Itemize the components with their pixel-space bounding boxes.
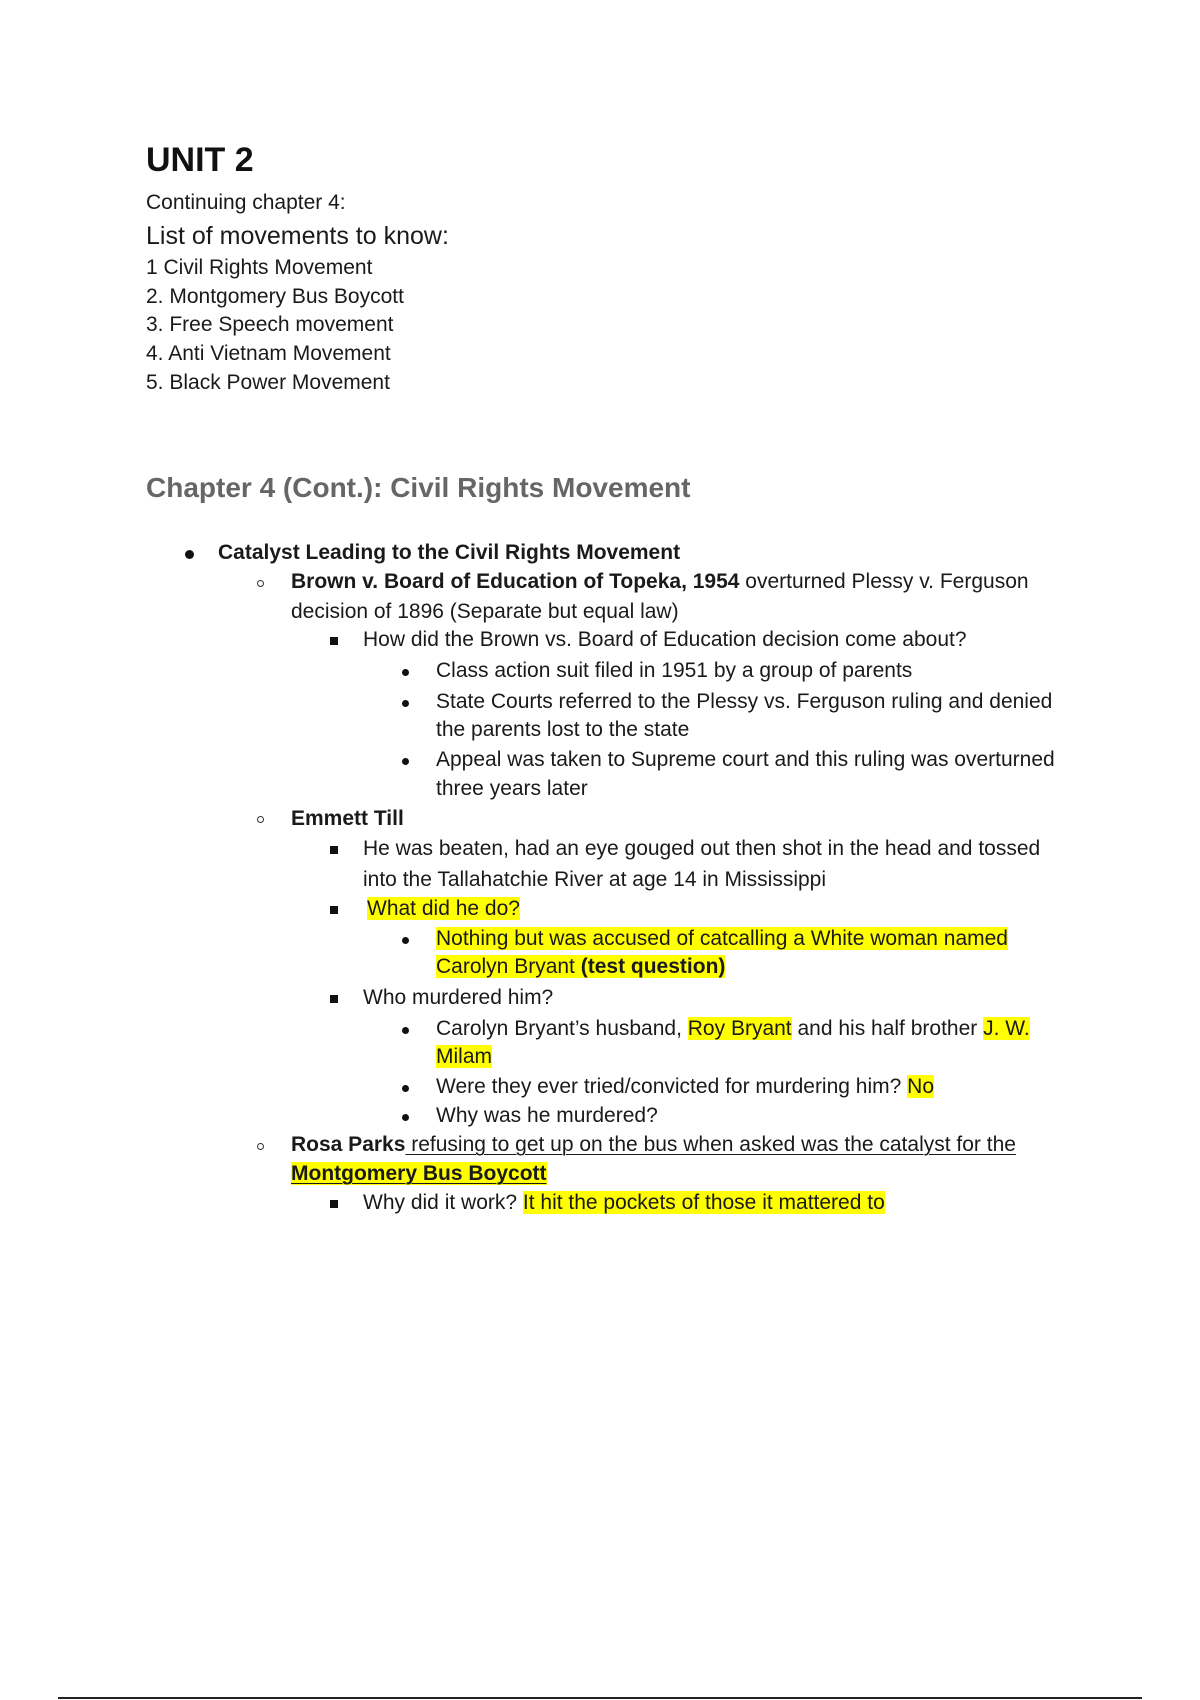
till-answer-2 <box>436 955 725 979</box>
disc-bullet-icon <box>402 937 409 944</box>
circle-bullet-icon <box>257 580 264 587</box>
circle-bullet-icon <box>257 816 264 823</box>
movement-item: 2. Montgomery Bus Boycott <box>146 285 404 308</box>
disc-bullet-icon <box>402 758 409 765</box>
till-question-tried <box>436 1075 934 1099</box>
square-bullet-icon <box>330 1200 338 1208</box>
till-answer-1 <box>436 927 1008 951</box>
disc-bullet-icon <box>402 700 409 707</box>
parks-line-2 <box>291 1162 547 1186</box>
brown-point-2b: the parents lost to the state <box>436 718 690 741</box>
brown-point-3a: Appeal was taken to Supreme court and this ruling was overturned <box>436 748 1055 771</box>
page-title: UNIT 2 <box>146 141 254 179</box>
disc-bullet-icon <box>402 1085 409 1092</box>
disc-bullet-icon <box>402 669 409 676</box>
highlighted-text: Nothing but was accused of catcalling a White woman named <box>436 927 1008 950</box>
subtitle: Continuing chapter 4: <box>146 191 346 214</box>
brown-question: How did the Brown vs. Board of Education decision come about? <box>363 628 967 651</box>
tried-question-text: Were they ever tried/convicted for murdering him? <box>436 1075 902 1098</box>
brown-line-1 <box>291 570 1029 594</box>
square-bullet-icon <box>330 637 338 645</box>
work-question-text: Why did it work? <box>363 1191 518 1214</box>
disc-bullet-icon <box>402 1114 409 1121</box>
parks-question <box>363 1191 885 1215</box>
highlighted-text: J. W. <box>983 1017 1030 1040</box>
movement-item: 4. Anti Vietnam Movement <box>146 342 391 365</box>
catalyst-heading: Catalyst Leading to the Civil Rights Movement <box>218 541 681 564</box>
parks-name: Rosa Parks <box>291 1133 406 1156</box>
who-prefix: Carolyn Bryant’s husband, <box>436 1017 688 1040</box>
brown-point-3b: three years later <box>436 777 588 800</box>
till-question-who: Who murdered him? <box>363 986 554 1009</box>
disc-bullet-icon <box>185 550 194 559</box>
highlighted-text: Roy Bryant <box>687 1017 792 1040</box>
till-who-line-2 <box>436 1045 492 1069</box>
chapter-heading: Chapter 4 (Cont.): Civil Rights Movement <box>146 472 691 503</box>
disc-bullet-icon <box>402 1027 409 1034</box>
highlighted-text: Montgomery Bus Boycott <box>291 1162 547 1185</box>
parks-rest: refusing to get up on the bus when asked was the catalyst for the <box>405 1133 1016 1156</box>
circle-bullet-icon <box>257 1143 264 1150</box>
highlighted-text: What did he do? <box>367 897 520 920</box>
square-bullet-icon <box>330 995 338 1003</box>
brown-point-1: Class action suit filed in 1951 by a group of parents <box>436 659 913 682</box>
till-fact-2: into the Tallahatchie River at age 14 in Mississippi <box>363 868 827 891</box>
movement-item: 1 Civil Rights Movement <box>146 256 373 279</box>
test-question-label: (test question) <box>580 955 726 978</box>
till-fact-1: He was beaten, had an eye gouged out then shot in the head and tossed <box>363 837 1041 860</box>
highlighted-text: Carolyn Bryant <box>436 955 575 978</box>
till-who-line-1 <box>436 1017 1030 1041</box>
who-middle: and his half brother <box>791 1017 984 1040</box>
brown-rest: overturned Plessy v. Ferguson <box>739 570 1029 593</box>
till-question-why: Why was he murdered? <box>436 1104 658 1127</box>
till-question-what <box>367 897 520 921</box>
brown-point-2a: State Courts referred to the Plessy vs. Ferguson ruling and denied <box>436 690 1053 713</box>
movements-heading: List of movements to know: <box>146 222 449 250</box>
till-heading: Emmett Till <box>291 807 404 830</box>
parks-line-1 <box>291 1133 1016 1157</box>
movement-item: 3. Free Speech movement <box>146 313 394 336</box>
highlighted-text: No <box>907 1075 935 1098</box>
footer-divider <box>58 1697 1142 1699</box>
brown-case-name: Brown v. Board of Education of Topeka, 1954 <box>291 570 740 593</box>
highlighted-text: It hit the pockets of those it mattered to <box>522 1191 885 1214</box>
square-bullet-icon <box>330 846 338 854</box>
square-bullet-icon <box>330 906 338 914</box>
highlighted-text: Milam <box>436 1045 492 1068</box>
brown-line-2: decision of 1896 (Separate but equal law) <box>291 600 679 623</box>
movement-item: 5. Black Power Movement <box>146 371 390 394</box>
